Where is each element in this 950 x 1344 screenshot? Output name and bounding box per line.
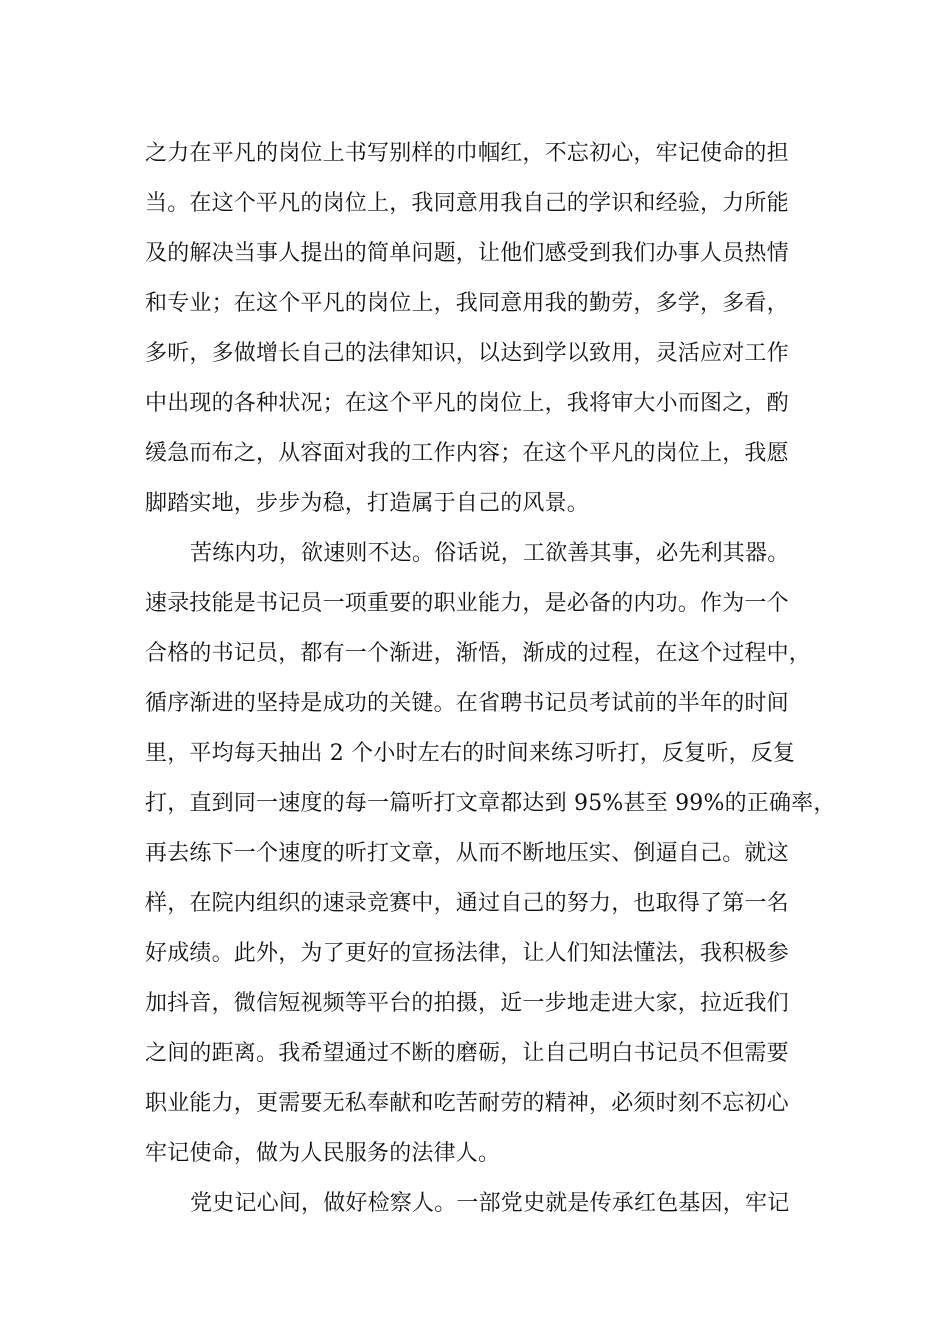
text-line: 当。在这个平凡的岗位上，我同意用我自己的学识和经验，力所能 [145,191,789,216]
text-line: 党史记心间，做好检察人。一部党史就是传承红色基因，牢记 [190,1191,790,1216]
text-line: 之力在平凡的岗位上书写别样的巾帼红，不忘初心，牢记使命的担 [145,141,789,166]
text-line: 脚踏实地，步步为稳，打造属于自己的风景。 [145,491,590,516]
text-line: 牢记使命，做为人民服务的法律人。 [145,1141,501,1166]
text-line: 里，平均每天抽出 2 个小时左右的时间来练习听打，反复听，反复 [145,741,796,766]
text-line: 加抖音，微信短视频等平台的拍摄，近一步地走进大家，拉近我们 [145,991,789,1016]
text-line: 和专业；在这个平凡的岗位上，我同意用我的勤劳，多学，多看， [145,291,789,316]
text-line: 合格的书记员，都有一个渐进，渐悟，渐成的过程，在这个过程中， [145,641,812,666]
text-line: 好成绩。此外，为了更好的宣扬法律，让人们知法懂法，我积极参 [145,941,789,966]
text-line: 样，在院内组织的速录竞赛中，通过自己的努力，也取得了第一名 [145,891,789,916]
text-line: 缓急而布之，从容面对我的工作内容；在这个平凡的岗位上，我愿 [145,441,789,466]
text-line: 循序渐进的坚持是成功的关键。在省聘书记员考试前的半年的时间 [145,691,789,716]
text-line: 中出现的各种状况；在这个平凡的岗位上，我将审大小而图之，酌 [145,391,789,416]
text-line: 再去练下一个速度的听打文章，从而不断地压实、倒逼自己。就这 [145,841,789,866]
text-line: 多听，多做增长自己的法律知识，以达到学以致用，灵活应对工作 [145,341,789,366]
text-line: 苦练内功，欲速则不达。俗话说，工欲善其事，必先利其器。 [190,541,790,566]
text-line: 速录技能是书记员一项重要的职业能力，是必备的内功。作为一个 [145,591,789,616]
text-line: 打，直到同一速度的每一篇听打文章都达到 95%甚至 99%的正确率， [145,791,836,816]
text-line: 职业能力，更需要无私奉献和吃苦耐劳的精神，必须时刻不忘初心 [145,1091,789,1116]
text-line: 及的解决当事人提出的简单问题，让他们感受到我们办事人员热情 [145,241,789,266]
text-line: 之间的距离。我希望通过不断的磨砺，让自己明白书记员不但需要 [145,1041,789,1066]
